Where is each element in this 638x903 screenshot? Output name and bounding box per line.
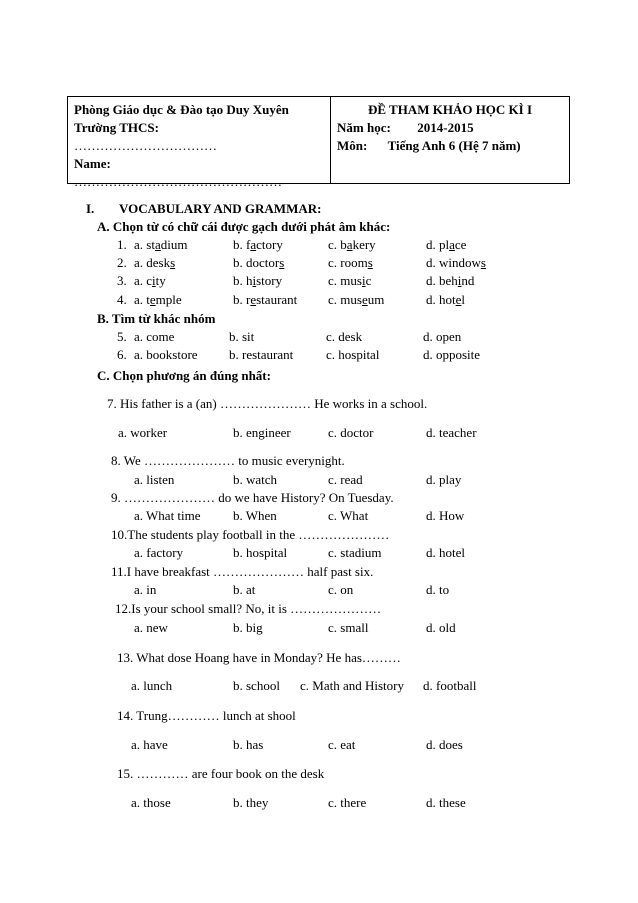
answer-option: d. How <box>426 508 465 523</box>
underlined-letter: e <box>361 292 368 307</box>
answer-option: a. factory <box>134 545 184 560</box>
subject-line <box>337 137 563 155</box>
answer-option: c. there <box>328 795 367 810</box>
option-text: b. doctor <box>233 255 280 270</box>
answer-option: b. restaurant <box>229 347 294 362</box>
option-text: d. pl <box>426 237 450 252</box>
underlined-letter: s <box>279 255 285 270</box>
answer-option <box>328 273 371 289</box>
section-i-number: I. <box>86 201 95 216</box>
option-text: l <box>461 292 466 307</box>
underlined-letter: e <box>455 292 462 307</box>
question-number: 2. <box>117 255 127 270</box>
answer-option <box>134 292 182 308</box>
answer-option: c. small <box>328 620 369 635</box>
school-label: Trường THCS: <box>74 120 159 135</box>
question-text: 11.I have breakfast ………………… half past six. <box>111 564 374 579</box>
question-text: 15. ………… are four book on the desk <box>117 766 325 781</box>
answer-option: d. football <box>423 678 477 693</box>
option-text: ce <box>454 237 467 252</box>
answer-option: b. When <box>233 508 277 523</box>
option-text: d. hot <box>426 292 456 307</box>
answer-option: a. those <box>131 795 171 810</box>
question-text: 14. Trung………… lunch at shool <box>117 708 296 723</box>
underlined-letter: e <box>149 292 156 307</box>
header-right-cell <box>331 97 569 183</box>
option-text: ty <box>155 273 166 288</box>
answer-option: a. have <box>131 737 168 752</box>
answer-option: a. new <box>134 620 168 635</box>
underlined-letter: a <box>346 237 353 252</box>
option-text: kery <box>352 237 376 252</box>
answer-option: d. to <box>426 582 450 597</box>
answer-option: b. watch <box>233 472 278 487</box>
question-number: 5. <box>117 329 127 344</box>
option-text: c. b <box>328 237 347 252</box>
answer-option: b. big <box>233 620 263 635</box>
option-text: dium <box>160 237 188 252</box>
answer-option: a. in <box>134 582 157 597</box>
answer-option: c. doctor <box>328 425 374 440</box>
answer-option <box>233 273 282 289</box>
name-label: Name: <box>74 156 111 171</box>
section-c-title: C. Chọn phương án đúng nhất: <box>97 368 271 383</box>
option-text: b. h <box>233 273 253 288</box>
year-label: Năm học: <box>337 120 391 135</box>
underlined-letter: e <box>250 292 257 307</box>
underlined-letter: a <box>154 237 161 252</box>
question-number: 1. <box>117 237 127 252</box>
school-year-line <box>337 119 563 137</box>
underlined-letter: a <box>250 237 257 252</box>
answer-option: b. sit <box>229 329 255 344</box>
answer-option: d. teacher <box>426 425 477 440</box>
option-text: c. mus <box>328 273 362 288</box>
answer-option: d. hotel <box>426 545 465 560</box>
answer-option: d. old <box>426 620 456 635</box>
underlined-letter: s <box>170 255 176 270</box>
answer-option: a. listen <box>134 472 175 487</box>
answer-option <box>134 255 175 271</box>
option-text: b. f <box>233 237 251 252</box>
answer-option: b. school <box>233 678 280 693</box>
answer-option <box>233 292 297 308</box>
answer-option <box>328 255 373 271</box>
option-text: staurant <box>256 292 298 307</box>
section-i-title: VOCABULARY AND GRAMMAR: <box>119 201 322 216</box>
section-b-title: B. Tìm từ khác nhóm <box>97 311 216 326</box>
answer-option: c. hospital <box>326 347 380 362</box>
option-text: d. window <box>426 255 481 270</box>
underlined-letter: i <box>252 273 257 288</box>
option-text: a. desk <box>134 255 171 270</box>
answer-option: b. hospital <box>233 545 288 560</box>
underlined-letter: i <box>361 273 366 288</box>
answer-option: c. eat <box>328 737 356 752</box>
option-text: c. room <box>328 255 368 270</box>
exam-title: ĐỀ THAM KHẢO HỌC KÌ I <box>367 102 533 117</box>
option-text: a. t <box>134 292 150 307</box>
answer-option: c. Math and History <box>300 678 404 693</box>
option-text: nd <box>461 273 475 288</box>
answer-option: b. they <box>233 795 269 810</box>
subject-label: Môn: <box>337 138 368 153</box>
name-blank: ………………………………………… <box>74 174 282 189</box>
underlined-letter: s <box>367 255 373 270</box>
option-text: c <box>365 273 372 288</box>
subject-value: Tiếng Anh 6 (Hệ 7 năm) <box>387 138 521 153</box>
answer-option: d. play <box>426 472 462 487</box>
underlined-letter: i <box>457 273 462 288</box>
option-text: a. c <box>134 273 153 288</box>
question-number: 4. <box>117 292 127 307</box>
option-text: d. beh <box>426 273 458 288</box>
answer-option: c. on <box>328 582 354 597</box>
answer-option <box>134 273 166 289</box>
answer-option: d. open <box>423 329 462 344</box>
answer-option <box>426 292 465 308</box>
answer-option: d. opposite <box>423 347 481 362</box>
option-text: ctory <box>256 237 283 252</box>
answer-option <box>328 292 384 308</box>
department-name: Phòng Giáo dục & Đào tạo Duy Xuyên <box>74 102 289 117</box>
option-text: um <box>367 292 385 307</box>
question-text: 13. What dose Hoang have in Monday? He has……… <box>117 650 401 665</box>
answer-option <box>233 237 283 253</box>
option-text: b. r <box>233 292 251 307</box>
answer-option <box>134 237 187 253</box>
underlined-letter: a <box>449 237 455 252</box>
section-a-title: A. Chọn từ có chữ cái được gạch dưới phát âm khác: <box>97 219 391 234</box>
question-text: 10.The students play football in the ………………… <box>111 527 390 542</box>
answer-option: a. lunch <box>131 678 173 693</box>
answer-option: c. read <box>328 472 363 487</box>
answer-option <box>328 237 376 253</box>
underlined-letter: i <box>152 273 156 288</box>
option-text: story <box>256 273 283 288</box>
answer-option: d. does <box>426 737 463 752</box>
underlined-letter: s <box>480 255 486 270</box>
answer-option: c. desk <box>326 329 363 344</box>
option-text: mple <box>155 292 182 307</box>
answer-option: c. stadium <box>328 545 382 560</box>
answer-option: a. come <box>134 329 175 344</box>
answer-option: a. What time <box>134 508 201 523</box>
answer-option <box>426 273 474 289</box>
option-text: c. mus <box>328 292 362 307</box>
answer-option: b. at <box>233 582 256 597</box>
school-blank: …………………………… <box>74 138 217 153</box>
header-left-cell <box>68 97 331 189</box>
answer-option: b. engineer <box>233 425 291 440</box>
question-text: 12.Is your school small? No, it is ………………… <box>115 601 382 616</box>
answer-option: a. bookstore <box>134 347 198 362</box>
answer-option <box>233 255 284 271</box>
answer-option: a. worker <box>118 425 168 440</box>
question-number: 6. <box>117 347 127 362</box>
question-text: 7. His father is a (an) ………………… He works in a school. <box>107 396 428 411</box>
header-table <box>67 96 570 189</box>
option-text: a. st <box>134 237 155 252</box>
answer-option: d. these <box>426 795 466 810</box>
answer-option: c. What <box>328 508 369 523</box>
question-number: 3. <box>117 273 127 288</box>
question-text: 8. We ………………… to music everynight. <box>111 453 345 468</box>
answer-option <box>426 255 486 271</box>
year-value: 2014-2015 <box>417 120 474 135</box>
answer-option <box>426 237 466 253</box>
question-text: 9. ………………… do we have History? On Tuesday. <box>111 490 394 505</box>
answer-option: b. has <box>233 737 264 752</box>
